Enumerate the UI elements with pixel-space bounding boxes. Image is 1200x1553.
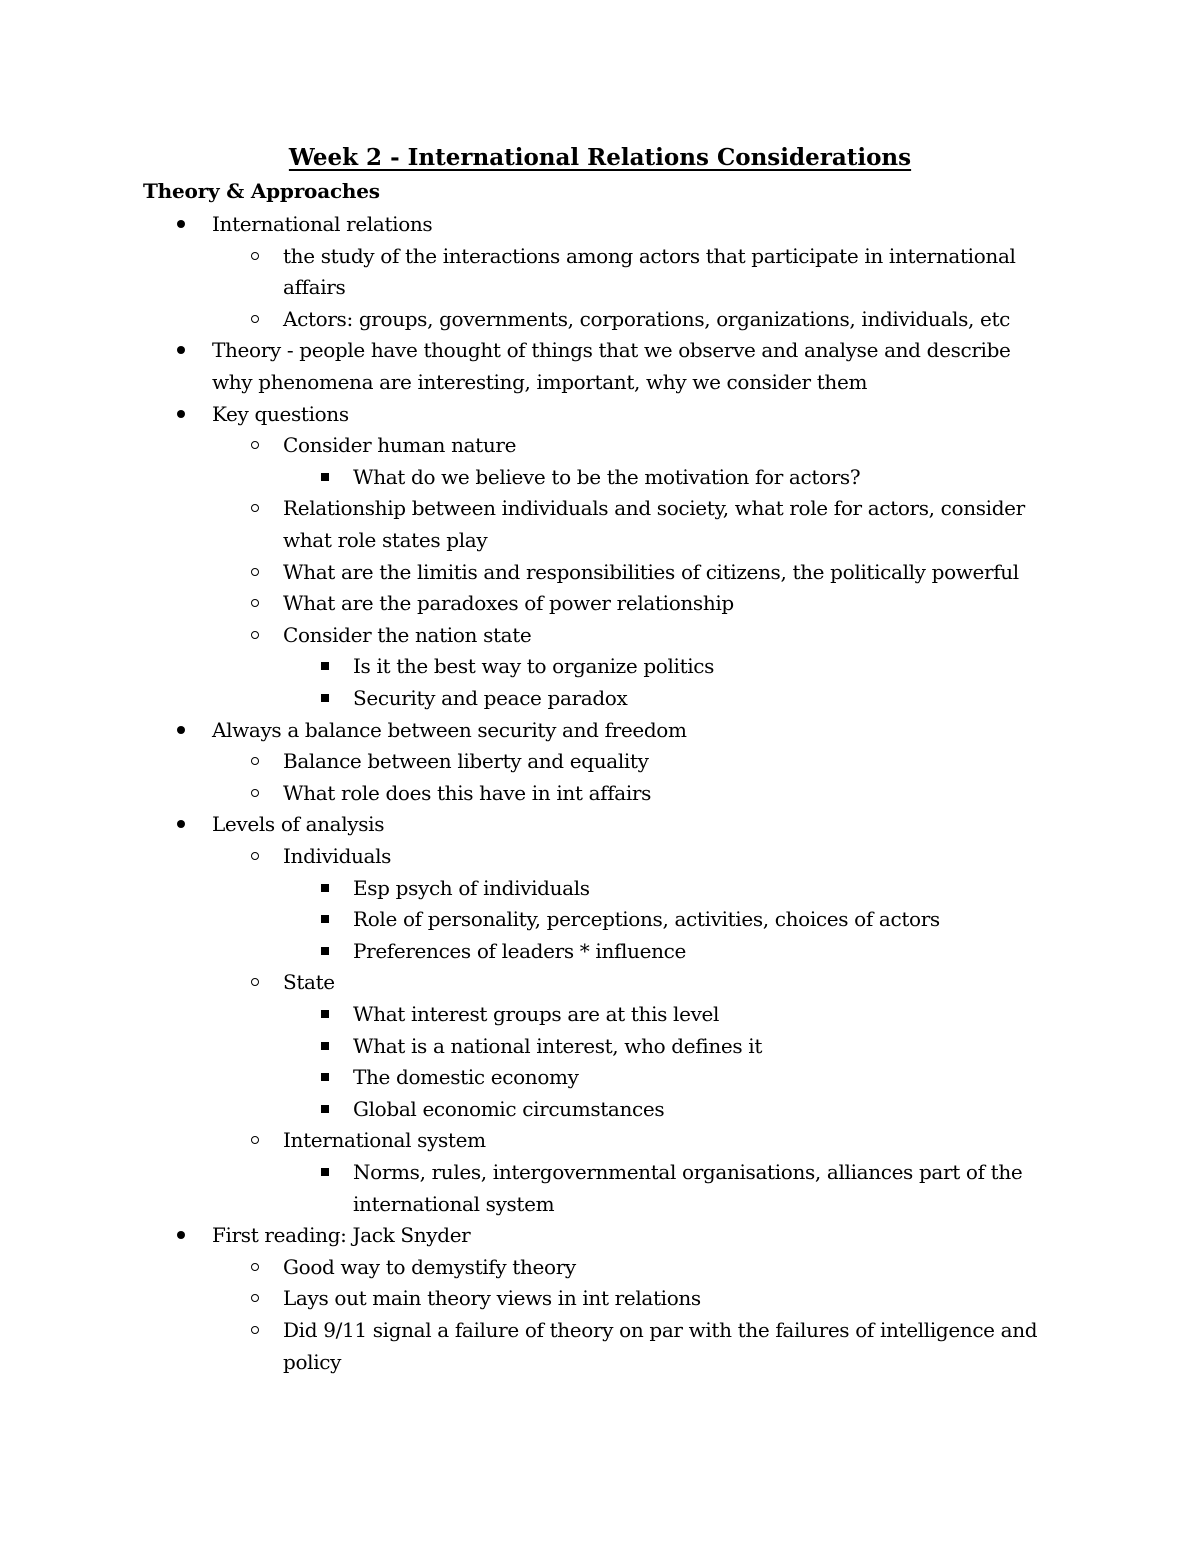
- bullet-square-icon: [315, 1062, 335, 1094]
- list-item-text: What do we believe to be the motivation for actors?: [353, 464, 861, 489]
- list-item-text: What role does this have in int affairs: [283, 780, 652, 805]
- bullet-circle-icon: [245, 620, 265, 652]
- list-item-text: Role of personality, perceptions, activities, choices of actors: [353, 907, 940, 932]
- list-item-level-2: [283, 557, 1019, 589]
- list-item-text: What is a national interest, who defines it: [353, 1033, 763, 1058]
- bullet-square-icon: [315, 999, 335, 1031]
- bullet-circle-icon: [245, 1315, 265, 1347]
- list-item-level-2: [283, 588, 734, 620]
- list-item-text: First reading: Jack Snyder: [212, 1223, 471, 1248]
- list-item-text: Individuals: [283, 844, 392, 868]
- list-item-level-3: [353, 1094, 664, 1126]
- list-item-level-2: [283, 1315, 1037, 1347]
- bullet-circle-icon: [245, 588, 265, 620]
- bullet-square-icon: [315, 1094, 335, 1126]
- bullet-circle-icon: [245, 841, 265, 873]
- bullet-square-icon: [315, 904, 335, 936]
- list-item-text: Balance between liberty and equality: [283, 749, 649, 774]
- list-item-level-2: [283, 967, 335, 999]
- bullet-disc-icon: [171, 715, 191, 747]
- list-item-text: The domestic economy: [353, 1065, 579, 1090]
- list-item-text: Norms, rules, intergovernmental organisations, alliances part of the: [353, 1160, 1023, 1184]
- list-item-text: Good way to demystify theory: [283, 1254, 576, 1279]
- list-item-text: Security and peace paradox: [353, 686, 628, 710]
- list-item-level-2-continuation: [283, 272, 345, 304]
- list-item-text: What are the paradoxes of power relationship: [283, 591, 734, 616]
- list-item-level-1: [212, 1220, 470, 1252]
- bullet-circle-icon: [245, 1283, 265, 1315]
- list-item-text: Is it the best way to organize politics: [353, 654, 715, 679]
- bullet-square-icon: [315, 462, 335, 494]
- list-item-level-3: [353, 904, 940, 936]
- list-item-level-2-continuation: [283, 525, 487, 557]
- list-item-text: Levels of analysis: [212, 812, 385, 837]
- list-item-text: State: [283, 970, 335, 995]
- list-item-text: What are the limitis and responsibilities of citizens, the politically powerful: [283, 559, 1019, 584]
- list-item-level-1: [212, 209, 432, 241]
- list-item-level-3: [353, 651, 714, 683]
- list-item-level-1: [212, 715, 687, 747]
- list-item-level-1: [212, 399, 349, 431]
- bullet-circle-icon: [245, 967, 265, 999]
- list-item-text: Lays out main theory views in int relations: [283, 1286, 701, 1311]
- bullet-circle-icon: [245, 430, 265, 462]
- bullet-disc-icon: [171, 809, 191, 841]
- list-item-level-3-continuation: [353, 1189, 554, 1221]
- list-item-level-2: [283, 746, 649, 778]
- bullet-square-icon: [315, 651, 335, 683]
- list-item-text: International relations: [212, 212, 433, 236]
- bullet-circle-icon: [245, 1252, 265, 1284]
- list-item-text: what role states play: [283, 528, 488, 552]
- list-item-level-3: [353, 873, 590, 905]
- list-item-level-2: [283, 1125, 486, 1157]
- bullet-circle-icon: [245, 241, 265, 273]
- bullet-circle-icon: [245, 1125, 265, 1157]
- list-item-text: Global economic circumstances: [353, 1096, 665, 1121]
- list-item-text: Consider the nation state: [283, 622, 532, 647]
- list-item-level-2: [283, 841, 391, 873]
- bullet-circle-icon: [245, 557, 265, 589]
- list-item-level-3: [353, 999, 719, 1031]
- list-item-text: Always a balance between security and freedom: [212, 717, 687, 742]
- list-item-text: Key questions: [212, 401, 349, 426]
- list-item-level-2: [283, 241, 1016, 273]
- section-heading: Theory & Approaches: [143, 179, 380, 203]
- list-item-level-2: [283, 304, 1010, 336]
- list-item-text: Preferences of leaders * influence: [353, 938, 686, 963]
- list-item-text: Theory - people have thought of things that we observe and analyse and describe: [212, 338, 1011, 363]
- list-item-text: Esp psych of individuals: [353, 875, 590, 900]
- list-item-level-2: [283, 493, 1025, 525]
- list-item-level-2: [283, 778, 651, 810]
- list-item-level-2-continuation: [283, 1347, 341, 1379]
- list-item-level-3: [353, 1157, 1022, 1189]
- bullet-square-icon: [315, 1157, 335, 1189]
- list-item-text: why phenomena are interesting, important, why we consider them: [212, 370, 868, 394]
- list-item-level-2: [283, 1283, 701, 1315]
- bullet-circle-icon: [245, 778, 265, 810]
- bullet-circle-icon: [245, 746, 265, 778]
- list-item-level-2: [283, 1252, 576, 1284]
- list-item-level-3: [353, 462, 860, 494]
- list-item-text: policy: [283, 1349, 342, 1374]
- bullet-disc-icon: [171, 335, 191, 367]
- list-item-level-1: [212, 335, 1011, 367]
- list-item-text: Actors: groups, governments, corporations, organizations, individuals, etc: [283, 306, 1011, 331]
- list-item-level-3: [353, 1031, 762, 1063]
- list-item-text: Relationship between individuals and society, what role for actors, consider: [283, 496, 1025, 521]
- list-item-text: What interest groups are at this level: [353, 1002, 720, 1026]
- list-item-text: Consider human nature: [283, 433, 517, 458]
- list-item-text: International system: [283, 1128, 486, 1153]
- list-item-level-3: [353, 683, 627, 715]
- list-item-level-1: [212, 809, 384, 841]
- bullet-square-icon: [315, 936, 335, 968]
- bullet-circle-icon: [245, 493, 265, 525]
- list-item-level-3: [353, 936, 686, 968]
- list-item-text: affairs: [283, 275, 346, 300]
- list-item-level-2: [283, 620, 531, 652]
- list-item-text: Did 9/11 signal a failure of theory on par with the failures of intelligence and: [283, 1318, 1038, 1342]
- bullet-disc-icon: [171, 1220, 191, 1252]
- bullet-square-icon: [315, 683, 335, 715]
- list-item-level-3: [353, 1062, 579, 1094]
- list-item-level-2: [283, 430, 516, 462]
- bullet-square-icon: [315, 873, 335, 905]
- list-item-text: international system: [353, 1191, 555, 1216]
- bullet-circle-icon: [245, 304, 265, 336]
- bullet-square-icon: [315, 1031, 335, 1063]
- page-title: Week 2 - International Relations Considerations: [288, 144, 912, 171]
- list-item-text: the study of the interactions among actors that participate in international: [283, 243, 1016, 268]
- list-item-level-1-continuation: [212, 367, 867, 399]
- bullet-disc-icon: [171, 209, 191, 241]
- bullet-disc-icon: [171, 399, 191, 431]
